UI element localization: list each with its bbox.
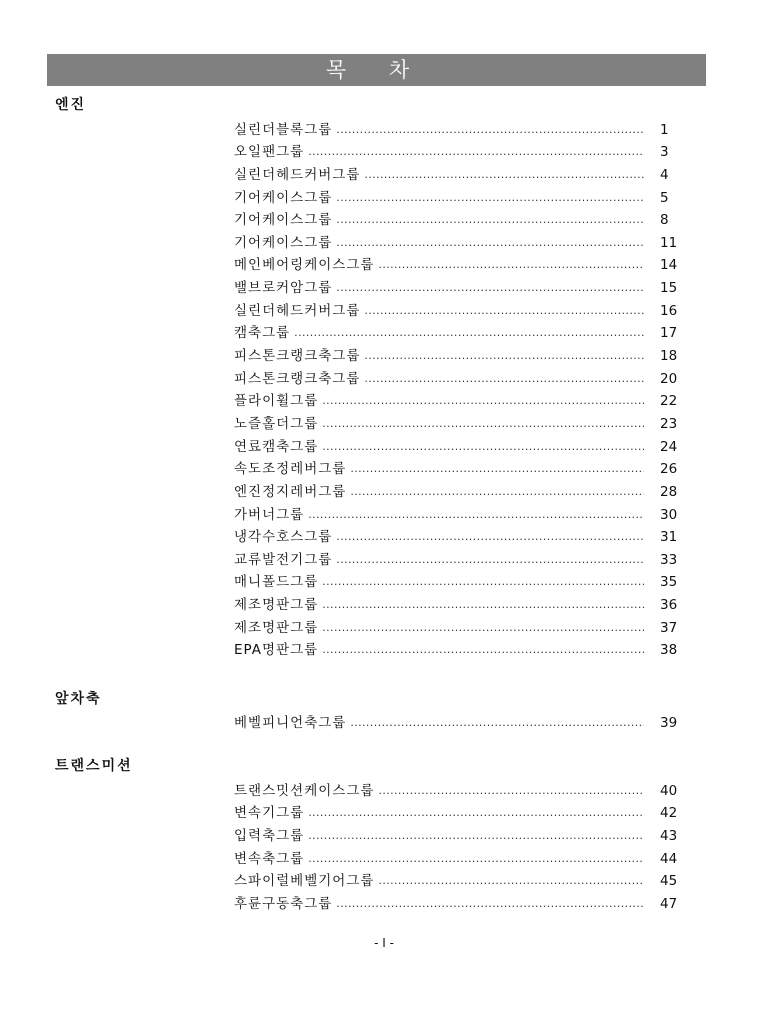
toc-entry-page: 18 [660, 348, 678, 365]
toc-entry-page: 17 [660, 325, 678, 342]
toc-entry-title: 실린더블록그룹 [234, 121, 333, 138]
toc-entry-page: 39 [660, 714, 678, 731]
dot-leader [378, 873, 644, 889]
toc-entry-title: 가버너그룹 [234, 506, 305, 523]
toc-entry-page: 38 [660, 642, 678, 659]
toc-entry-title: 기어케이스그룹 [234, 234, 333, 251]
toc-entry-title: 엔진정지레버그룹 [234, 483, 347, 500]
toc-entry-title: 노즐홀더그룹 [234, 415, 319, 432]
toc-entry[interactable] [234, 115, 695, 138]
toc-entry-title: 실린더헤드커버그룹 [234, 302, 361, 319]
toc-entry-page: 22 [660, 393, 678, 410]
dot-leader [336, 190, 644, 206]
toc-entry-page: 28 [660, 483, 678, 500]
toc-entry-page: 26 [660, 461, 678, 478]
toc-entry[interactable] [234, 409, 695, 432]
toc-entry-page: 20 [660, 370, 678, 387]
toc-entry[interactable] [234, 867, 695, 890]
toc-entry[interactable] [234, 545, 695, 568]
toc-entry[interactable] [234, 273, 695, 296]
dot-leader [336, 212, 644, 228]
toc-entry[interactable] [234, 821, 695, 844]
toc-entry-title: 트랜스밋션케이스그룹 [234, 782, 375, 799]
toc-entry[interactable] [234, 432, 695, 455]
toc-entry-title: 제조명판그룹 [234, 597, 319, 614]
toc-entry-title: 베벨피니언축그룹 [234, 714, 347, 731]
toc-entry-title: 기어케이스그룹 [234, 212, 333, 229]
toc-entry-page: 11 [660, 234, 678, 251]
toc-entry-title: 스파이럴베벨기어그룹 [234, 873, 375, 890]
dot-leader [322, 597, 644, 613]
toc-entry[interactable] [234, 364, 695, 387]
toc-entry[interactable] [234, 568, 695, 591]
dot-leader [364, 348, 644, 364]
dot-leader [322, 642, 644, 658]
toc-entry-page: 14 [660, 257, 678, 274]
dot-leader [322, 574, 644, 590]
toc-entry-page: 45 [660, 873, 678, 890]
dot-leader [308, 805, 644, 821]
toc-entry-title: 캠축그룹 [234, 325, 291, 342]
dot-leader [378, 257, 644, 273]
toc-entry-title: 변속기그룹 [234, 805, 305, 822]
toc-entry[interactable] [234, 251, 695, 274]
section-label-front-axle: 앞차축 [55, 691, 102, 707]
section-label-transmission: 트랜스미션 [55, 758, 133, 774]
toc-entry-page: 36 [660, 597, 678, 614]
toc-entry-title: 냉각수호스그룹 [234, 529, 333, 546]
dot-leader [336, 235, 644, 251]
toc-entry-page: 30 [660, 506, 678, 523]
toc-entry-page: 16 [660, 302, 678, 319]
dot-leader [336, 552, 644, 568]
toc-entry-title: 후륜구동축그룹 [234, 895, 333, 912]
toc-entry-title: EPA명판그룹 [234, 642, 319, 659]
toc-entry[interactable] [234, 138, 695, 161]
toc-entry-title: 오일팬그룹 [234, 144, 305, 161]
toc-entry-title: 메인베어링케이스그룹 [234, 257, 375, 274]
dot-leader [350, 484, 644, 500]
toc-entry[interactable] [234, 500, 695, 523]
dot-leader [322, 416, 644, 432]
toc-entry[interactable] [234, 477, 695, 500]
toc-entry-page: 8 [660, 212, 669, 229]
toc-entry-title: 피스톤크랭크축그룹 [234, 348, 361, 365]
toc-entry-title: 속도조정레버그룹 [234, 461, 347, 478]
toc-entry[interactable] [234, 636, 695, 659]
toc-entry[interactable] [234, 341, 695, 364]
toc-entry[interactable] [234, 708, 695, 731]
toc-entry-title: 기어케이스그룹 [234, 189, 333, 206]
toc-entry[interactable] [234, 206, 695, 229]
toc-entry[interactable] [234, 523, 695, 546]
dot-leader [378, 783, 644, 799]
toc-list-transmission [234, 776, 695, 912]
toc-entry-page: 1 [660, 121, 669, 138]
toc-list-front-axle [234, 708, 695, 731]
toc-entry-page: 3 [660, 144, 669, 161]
toc-entry[interactable] [234, 613, 695, 636]
toc-entry-page: 47 [660, 895, 678, 912]
dot-leader [294, 325, 644, 341]
dot-leader [336, 896, 644, 912]
toc-entry-page: 40 [660, 782, 678, 799]
page-number: - I - [374, 936, 394, 950]
dot-leader [308, 828, 644, 844]
toc-entry-title: 입력축그룹 [234, 827, 305, 844]
toc-entry-title: 밸브로커암그룹 [234, 280, 333, 297]
toc-entry[interactable] [234, 799, 695, 822]
dot-leader [308, 144, 644, 160]
toc-list-engine [234, 115, 695, 658]
toc-entry-title: 연료캠축그룹 [234, 438, 319, 455]
dot-leader [308, 507, 644, 523]
section-label-engine: 엔진 [55, 97, 87, 113]
toc-entry-page: 5 [660, 189, 669, 206]
toc-entry-page: 37 [660, 619, 678, 636]
toc-entry[interactable] [234, 844, 695, 867]
toc-entry-title: 매니폴드그룹 [234, 574, 319, 591]
toc-entry[interactable] [234, 296, 695, 319]
page-title: 목 차 [47, 54, 706, 86]
dot-leader [322, 393, 644, 409]
toc-entry-page: 43 [660, 827, 678, 844]
toc-entry[interactable] [234, 455, 695, 478]
dot-leader [364, 371, 644, 387]
toc-entry[interactable] [234, 889, 695, 912]
dot-leader [308, 851, 644, 867]
toc-entry-page: 4 [660, 166, 669, 183]
dot-leader [350, 461, 644, 477]
dot-leader [336, 529, 644, 545]
toc-entry[interactable] [234, 319, 695, 342]
dot-leader [350, 715, 644, 731]
toc-entry[interactable] [234, 387, 695, 410]
toc-entry-page: 15 [660, 280, 678, 297]
toc-entry[interactable] [234, 228, 695, 251]
toc-entry[interactable] [234, 160, 695, 183]
toc-entry-title: 제조명판그룹 [234, 619, 319, 636]
toc-entry-page: 31 [660, 529, 678, 546]
toc-entry-page: 42 [660, 805, 678, 822]
toc-entry-title: 플라이휠그룹 [234, 393, 319, 410]
toc-entry-page: 23 [660, 415, 678, 432]
toc-entry-page: 44 [660, 850, 678, 867]
toc-entry-page: 35 [660, 574, 678, 591]
toc-entry-title: 피스톤크랭크축그룹 [234, 370, 361, 387]
toc-entry[interactable] [234, 590, 695, 613]
dot-leader [336, 280, 644, 296]
toc-entry-title: 실린더헤드커버그룹 [234, 166, 361, 183]
dot-leader [322, 439, 644, 455]
toc-entry[interactable] [234, 183, 695, 206]
dot-leader [336, 122, 644, 138]
toc-entry-page: 24 [660, 438, 678, 455]
toc-entry[interactable] [234, 776, 695, 799]
toc-entry-page: 33 [660, 551, 678, 568]
toc-entry-title: 변속축그룹 [234, 850, 305, 867]
toc-entry-title: 교류발전기그룹 [234, 551, 333, 568]
dot-leader [322, 620, 644, 636]
dot-leader [364, 167, 644, 183]
dot-leader [364, 303, 644, 319]
